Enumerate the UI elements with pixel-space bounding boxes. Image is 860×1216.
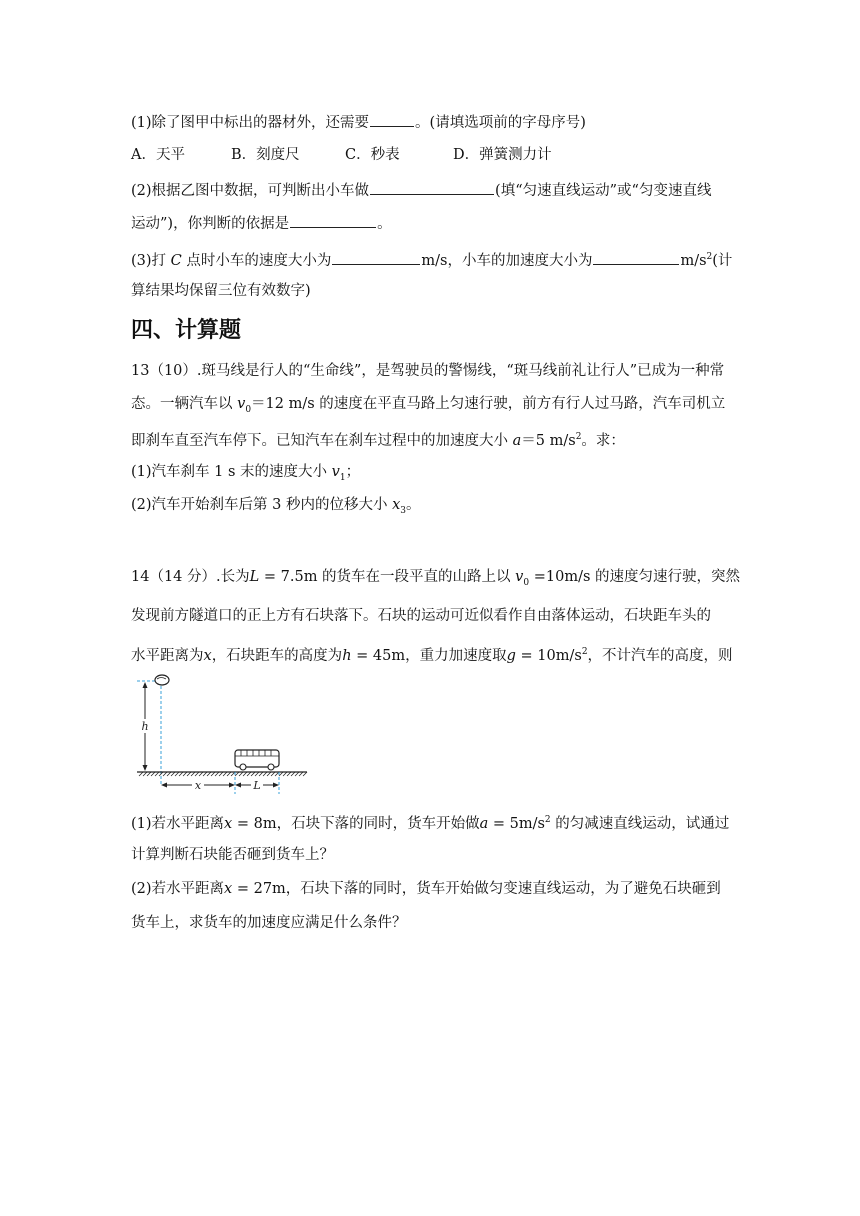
answer-blank-5[interactable] xyxy=(593,249,679,265)
label-L: L xyxy=(253,779,261,792)
q14-sub2-line2: 货车上，求货车的加速度应满足什么条件？ xyxy=(131,915,407,931)
q14-sub2-line1: (2)若水平距离x = 27m，石块下落的同时，货车开始做匀变速直线运动，为了避免石块砸到 xyxy=(131,881,721,897)
q13-line1: 13（10）.斑马线是行人的“生命线”，是驾驶员的警惕线，“斑马线前礼让行人”已成为一种常 xyxy=(131,363,725,379)
label-h: h xyxy=(141,720,149,733)
q14-sub1-line2: 计算判断石块能否砸到货车上？ xyxy=(131,847,334,863)
q13-line2: 态。一辆汽车以 $v_0=12$ m/s 的速度在平直马路上匀速行驶，前方有行人过马路，汽车司机立 xyxy=(131,396,726,415)
q12-sub3-line1: (3)打 C 点时小车的速度大小为 m/s，小车的加速度大小为 $m/s^2$(计 xyxy=(131,247,732,271)
truck-icon xyxy=(235,750,279,770)
answer-blank-1[interactable] xyxy=(370,111,414,127)
q14-line1: 14（14 分）.长为L = 7.5m 的货车在一段平直的山路上以 $v_0 =10m/s$ 的速度匀速行驶，突然 xyxy=(131,569,741,588)
q12-sub3-line2: 算结果均保留三位有效数字) xyxy=(131,283,311,299)
section-title: 四、计算题 xyxy=(131,318,242,343)
q12-sub2-line2: 运动”)，你判断的依据是 。 xyxy=(131,212,392,234)
q12-options xyxy=(131,145,552,165)
q14-line3: 水平距离为x，石块距车的高度为h = 45m，重力加速度取$g = 10m/s^2$，不计汽车的高度，则 xyxy=(131,647,733,664)
answer-blank-4[interactable] xyxy=(332,249,420,265)
rock-icon xyxy=(155,675,169,685)
option-a[interactable]: A．天平 xyxy=(131,147,185,163)
q13-line3: 即刹车直至汽车停下。已知汽车在刹车过程中的加速度大小 a＝5 $m/s^2$。求： xyxy=(131,432,625,449)
answer-blank-3[interactable] xyxy=(290,212,376,228)
q14-sub1-line1: (1)若水平距离x = 8m，石块下落的同时，货车开始做$a = 5m/s^2$ 的匀减速直线运动，试通过 xyxy=(131,815,730,832)
rock-truck-figure xyxy=(131,672,311,796)
q13-sub2: (2)汽车开始刹车后第 3 秒内的位移大小 $x_3$。 xyxy=(131,497,421,516)
option-c[interactable]: C．秒表 xyxy=(345,147,400,163)
q13-sub1: (1)汽车刹车 1 s 末的速度大小 $v_1$； xyxy=(131,464,361,483)
q12-sub2-line1: (2)根据乙图中数据，可判断出小车做 (填“匀速直线运动”或“匀变速直线 xyxy=(131,179,711,201)
answer-blank-2[interactable] xyxy=(370,179,494,195)
q12-sub1: (1)除了图甲中标出的器材外，还需要 。(请填选项前的字母序号) xyxy=(131,111,586,133)
option-b[interactable]: B．刻度尺 xyxy=(231,147,300,163)
label-x: x xyxy=(194,779,202,792)
option-d[interactable]: D．弹簧测力计 xyxy=(453,147,552,163)
q14-line2: 发现前方隧道口的正上方有石块落下。石块的运动可近似看作自由落体运动，石块距车头的 xyxy=(131,608,711,624)
